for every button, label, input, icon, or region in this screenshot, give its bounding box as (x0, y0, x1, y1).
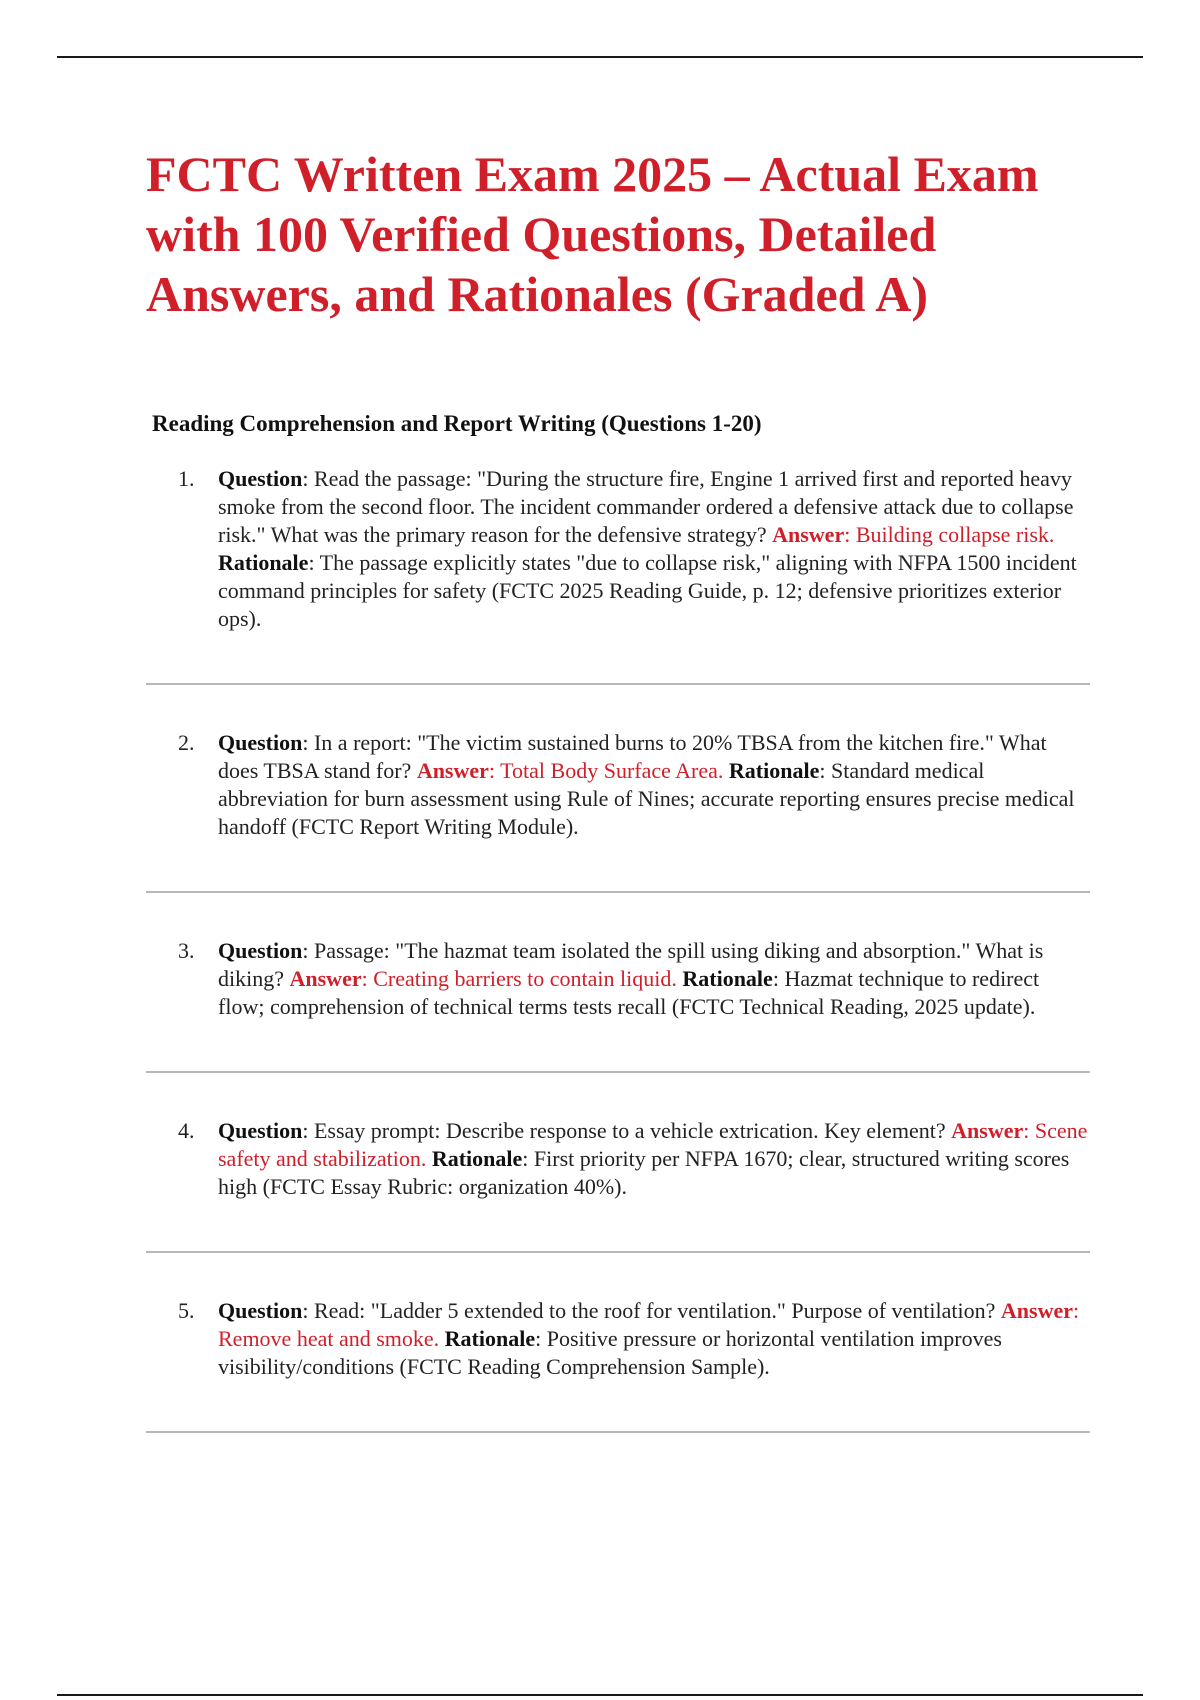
divider-row (146, 1381, 1090, 1433)
question-item (146, 729, 1090, 841)
divider (146, 683, 1090, 685)
question-number: 3. (178, 938, 195, 963)
answer-text: : Creating barriers to contain liquid. (361, 966, 683, 991)
divider (146, 1071, 1090, 1073)
rationale-text: : The passage explicitly states "due to collapse risk," aligning with NFPA 1500 incident command principles for safety (FCTC 2025 Reading Guide, p. 12; defensive prioritizes exterior ops). (218, 550, 1077, 631)
answer-label: Answer (416, 758, 489, 783)
question-body (218, 466, 1077, 631)
question-text: : Read: "Ladder 5 extended to the roof for ventilation." Purpose of ventilation? (302, 1298, 1001, 1323)
question-body (218, 1118, 1087, 1199)
answer-label: Answer (772, 522, 845, 547)
question-item (146, 465, 1090, 633)
divider (146, 1431, 1090, 1433)
answer-text: : Scene safety and stabilization. (218, 1118, 1088, 1171)
rationale-label: Rationale (431, 1146, 523, 1171)
answer-text: : Total Body Surface Area. (488, 758, 729, 783)
question-label: Question (218, 730, 303, 755)
answer-label: Answer (289, 966, 362, 991)
question-body (218, 938, 1043, 1019)
question-number: 5. (178, 1298, 195, 1323)
question-label: Question (218, 1118, 303, 1143)
rationale-text: : Positive pressure or horizontal ventilation improves visibility/conditions (FCTC Reading Comprehension Sample). (218, 1326, 1002, 1379)
question-label: Question (218, 466, 303, 491)
answer-text: : Building collapse risk. (844, 522, 1055, 547)
question-number: 4. (178, 1118, 195, 1143)
question-number: 2. (178, 730, 195, 755)
question-item (146, 1117, 1090, 1201)
divider (146, 891, 1090, 893)
answer-label: Answer (1000, 1298, 1074, 1323)
answer-text: : Remove heat and smoke. (218, 1298, 1080, 1351)
rationale-text: : Standard medical abbreviation for burn assessment using Rule of Nines; accurate reporting ensures precise medical handoff (FCTC Report Writing Module). (218, 758, 1075, 839)
question-list (146, 465, 1090, 1433)
question-body (218, 1298, 1079, 1379)
rationale-label: Rationale (218, 550, 309, 575)
rationale-label: Rationale (728, 758, 820, 783)
question-item (146, 937, 1090, 1021)
rationale-label: Rationale (682, 966, 773, 991)
answer-label: Answer (951, 1118, 1024, 1143)
question-text: : In a report: "The victim sustained burns to 20% TBSA from the kitchen fire." What does TBSA stand for? (218, 730, 1047, 783)
question-item (146, 1297, 1090, 1381)
question-label: Question (218, 1298, 303, 1323)
question-text: : Essay prompt: Describe response to a vehicle extrication. Key element? (302, 1118, 952, 1143)
bottom-rule (57, 1694, 1143, 1696)
divider-row (146, 841, 1090, 937)
rationale-text: : Hazmat technique to redirect flow; comprehension of technical terms tests recall (FCTC Technical Reading, 2025 update). (218, 966, 1040, 1019)
question-text: : Passage: "The hazmat team isolated the spill using diking and absorption." What is diking? (218, 938, 1044, 991)
divider (146, 1251, 1090, 1253)
document-title: FCTC Written Exam 2025 – Actual Exam with 100 Verified Questions, Detailed Answers, and Rationales (Graded A) (146, 146, 1039, 322)
question-text: : Read the passage: "During the structure fire, Engine 1 arrived first and reported heavy smoke from the second floor. The incident commander ordered a defensive attack due to collapse risk." What was the primary reason for the defensive strategy? (218, 466, 1074, 547)
question-label: Question (218, 938, 303, 963)
question-number: 1. (178, 466, 195, 491)
rationale-label: Rationale (444, 1326, 536, 1351)
rationale-text: : First priority per NFPA 1670; clear, structured writing scores high (FCTC Essay Rubric: organization 40%). (218, 1146, 1070, 1199)
top-rule (57, 56, 1143, 58)
divider-row (146, 1201, 1090, 1297)
divider-row (146, 633, 1090, 729)
question-body (218, 730, 1075, 839)
section-heading: Reading Comprehension and Report Writing (Questions 1-20) (152, 411, 762, 436)
divider-row (146, 1021, 1090, 1117)
